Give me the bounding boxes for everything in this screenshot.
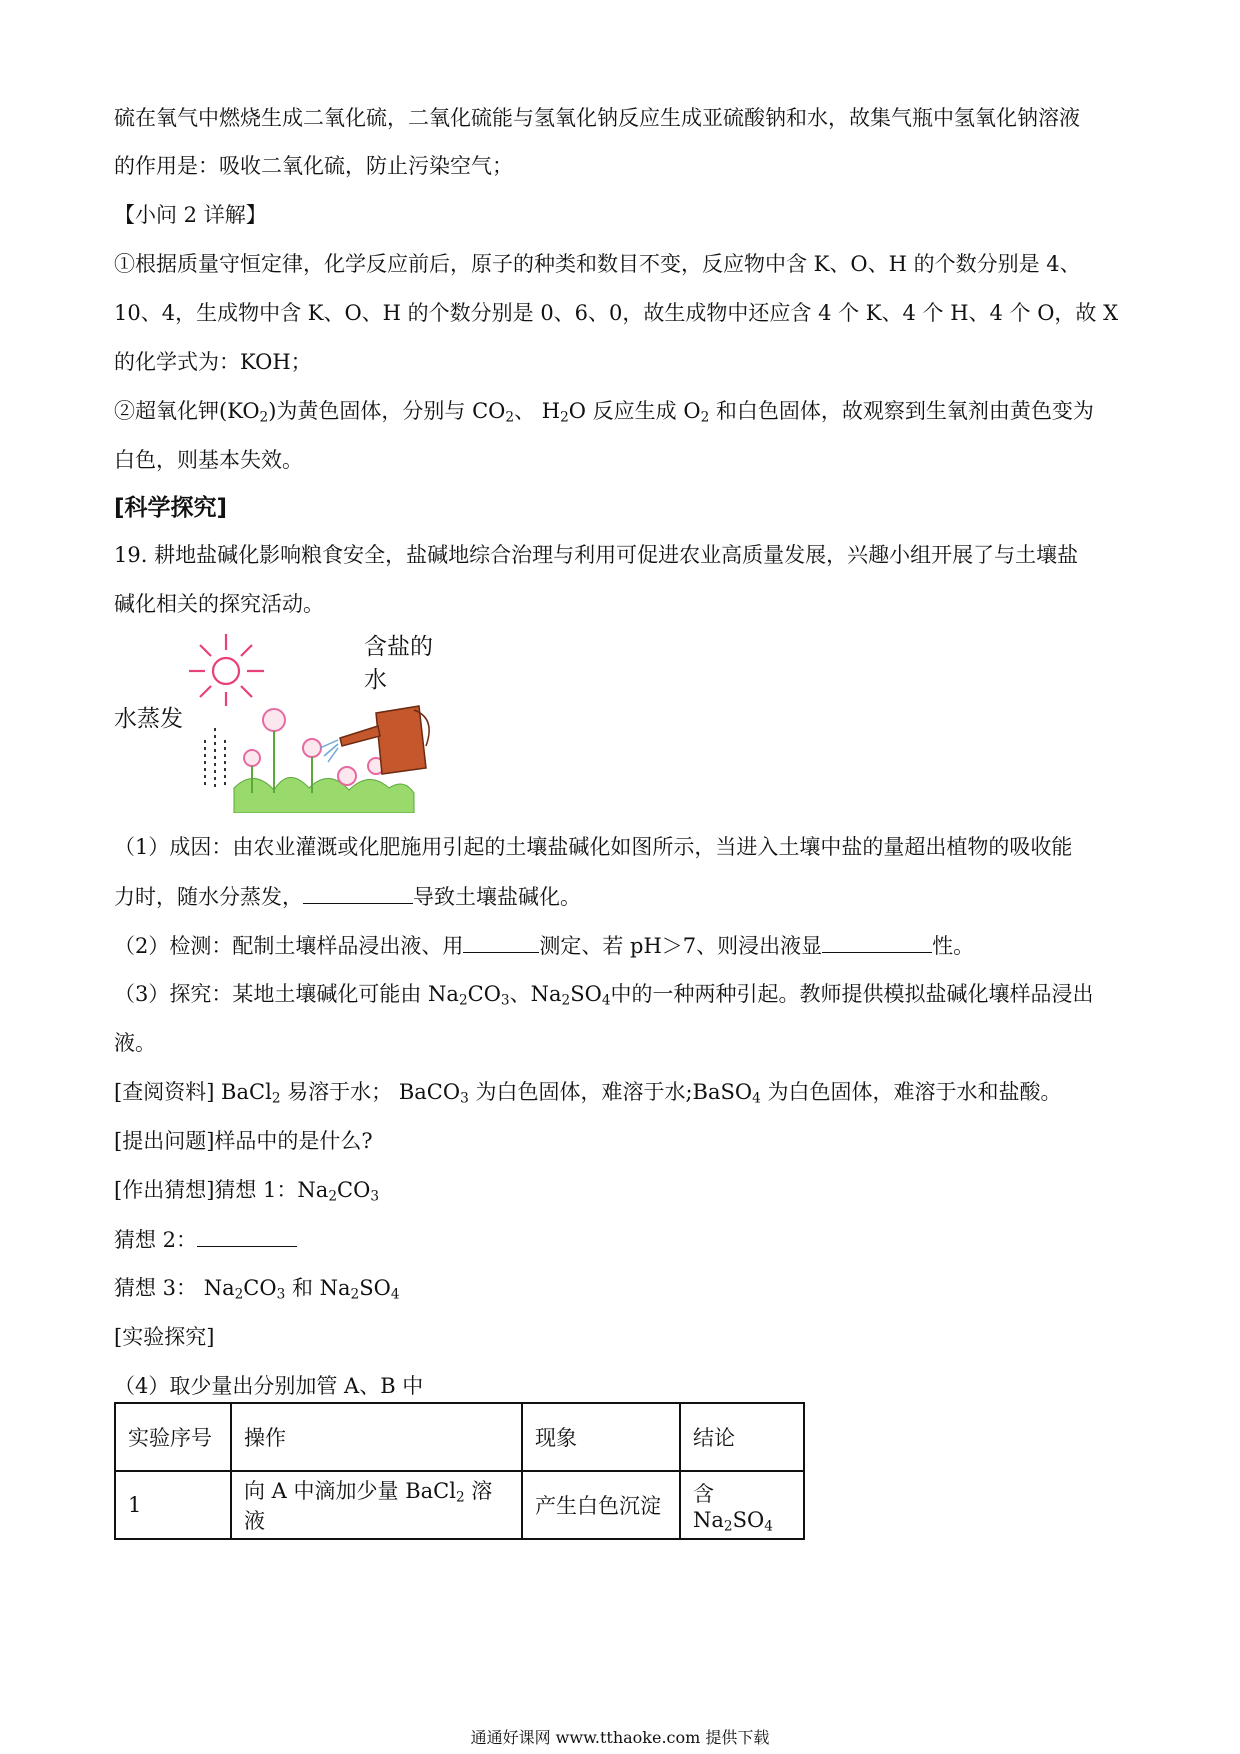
subscript: 2 [458, 992, 468, 1009]
subscript: 2 [234, 1286, 244, 1303]
text-segment: )为黄色固体，分别与 CO [268, 399, 506, 423]
section-title: [科学探究] [114, 495, 228, 521]
subscript: 2 [560, 409, 569, 426]
text-segment: （3）探究：某地土壤碱化可能由 Na [114, 982, 459, 1006]
sun-icon [189, 634, 264, 706]
salty-water-label: 含盐的水 [364, 634, 433, 693]
subscript: 2 [700, 409, 710, 426]
text-segment: 中的一种两种引起。教师提供模拟盐碱化壤样品浸出 [610, 982, 1094, 1006]
table-header-cell: 结论 [680, 1403, 804, 1471]
q1-line-1: （1）成因：由农业灌溉或化肥施用引起的土壤盐碱化如图所示，当进入土壤中盐的量超出植物的吸收能 [114, 835, 1073, 859]
water-spray-icon [320, 740, 338, 762]
q2-line [114, 930, 974, 961]
answer-blank-4[interactable] [197, 1224, 297, 1247]
text-segment: （2）检测：配制土壤样品浸出液、用 [114, 934, 464, 958]
text-segment: [查阅资料] BaCl [114, 1080, 272, 1104]
experiment-heading: [实验探究] [114, 1325, 215, 1349]
q4-line: （4）取少量出分别加管 A、B 中 [114, 1374, 424, 1398]
subscript: 3 [460, 1090, 469, 1107]
subscript: 2 [271, 1090, 281, 1107]
reference-line [114, 1077, 1061, 1107]
guess-3-line [114, 1273, 400, 1303]
text-segment: 含 Na [693, 1482, 724, 1532]
subq2-p1-line-1: ①根据质量守恒定律，化学反应前后，原子的种类和数目不变，反应物中含 K、O、H 的个数分别是 4、 [114, 252, 1081, 276]
table-header-cell: 现象 [522, 1403, 680, 1471]
text-segment: 易溶于水； BaCO [280, 1080, 461, 1104]
text-segment: 性。 [932, 934, 975, 958]
experiment-table [114, 1402, 805, 1540]
grass-icon [234, 777, 414, 813]
text-segment: 为白色固体，难溶于水;BaSO [468, 1080, 753, 1104]
guess-2-line [114, 1224, 297, 1255]
text-segment: CO [243, 1276, 277, 1300]
subscript: 2 [350, 1286, 360, 1303]
subscript: 3 [276, 1286, 286, 1303]
q3-line-1 [114, 979, 1094, 1009]
table-cell-no: 1 [115, 1471, 231, 1539]
q19-line-2: 碱化相关的探究活动。 [114, 592, 324, 616]
text-segment: 和 Na [285, 1276, 351, 1300]
subquestion-2-heading: 【小问 2 详解】 [114, 203, 267, 227]
answer-blank-2[interactable] [463, 930, 539, 953]
subq2-p1-line-2: 10、4，生成物中含 K、O、H 的个数分别是 0、6、0，故生成物中还应含 4 个 K、4 个 H、4 个 O，故 X [114, 301, 1119, 325]
subscript: 3 [500, 992, 510, 1009]
text-segment: [作出猜想]猜想 1：Na [114, 1178, 329, 1202]
subq2-p2-line-1 [114, 396, 1094, 426]
text-segment: 猜想 3： Na [114, 1276, 235, 1300]
table-row [115, 1471, 804, 1539]
text-segment: ②超氧化钾(KO [114, 399, 260, 423]
evaporation-lines-icon [205, 728, 225, 788]
salinization-figure [114, 628, 444, 813]
table-cell-phenomenon: 产生白色沉淀 [522, 1471, 680, 1539]
text-segment: 猜想 2： [114, 1228, 198, 1252]
question-line: [提出问题]样品中的是什么? [114, 1129, 373, 1153]
watering-can-icon [340, 706, 429, 774]
text-segment: 力时，随水分蒸发， [114, 885, 303, 909]
table-cell-conclusion [680, 1471, 804, 1539]
text-segment: CO [467, 982, 501, 1006]
subq2-p1-line-3: 的化学式为：KOH； [114, 350, 312, 374]
subscript: 2 [328, 1188, 338, 1205]
table-header-cell: 操作 [231, 1403, 522, 1471]
table-header-cell: 实验序号 [115, 1403, 231, 1471]
text-segment: 为白色固体，难溶于水和盐酸。 [760, 1080, 1062, 1104]
text-segment: CO [337, 1178, 371, 1202]
answer-blank-3[interactable] [822, 930, 932, 953]
answer-blank-1[interactable] [303, 881, 413, 904]
page-footer: 通通好课网 www.tthaoke.com 提供下载 [470, 1728, 770, 1747]
subscript: 2 [259, 409, 269, 426]
text-segment: SO [732, 1508, 765, 1532]
text-segment: 导致土壤盐碱化。 [413, 885, 581, 909]
text-segment: 向 A 中滴加少量 BaCl [244, 1479, 456, 1503]
q19-line-1: 19. 耕地盐碱化影响粮食安全，盐碱地综合治理与利用可促进农业高质量发展，兴趣小组开展了与土壤盐 [114, 543, 1079, 567]
subscript: 4 [601, 992, 611, 1009]
intro-line-2: 的作用是：吸收二氧化硫，防止污染空气； [114, 154, 513, 178]
subscript: 3 [370, 1188, 379, 1205]
q3-line-2: 液。 [114, 1031, 156, 1055]
subscript: 4 [390, 1286, 400, 1303]
subq2-p2-line-2: 白色，则基本失效。 [114, 448, 303, 472]
subscript: 4 [752, 1090, 761, 1107]
text-segment: 溶液 [244, 1479, 493, 1533]
subscript: 2 [723, 1518, 733, 1535]
text-segment: 、Na [509, 982, 562, 1006]
evaporation-label: 水蒸发 [114, 706, 183, 732]
table-cell-operation [231, 1471, 522, 1539]
intro-line-1: 硫在氧气中燃烧生成二氧化硫，二氧化硫能与氢氧化钠反应生成亚硫酸钠和水，故集气瓶中氢氧化钠溶液 [114, 106, 1080, 130]
subscript: 2 [561, 992, 571, 1009]
text-segment: 和白色固体，故观察到生氧剂由黄色变为 [709, 399, 1094, 423]
subscript: 2 [505, 409, 515, 426]
q1-line-2 [114, 881, 581, 912]
guess-1-line [114, 1175, 379, 1205]
text-segment: SO [570, 982, 602, 1006]
text-segment: O 反应生成 O [568, 399, 701, 423]
subscript: 2 [455, 1489, 465, 1506]
table-header-row [115, 1403, 804, 1471]
text-segment: 测定、若 pH＞7、则浸出液显 [539, 934, 823, 958]
flower-icon [244, 709, 384, 785]
subscript: 4 [764, 1518, 773, 1535]
text-segment: SO [359, 1276, 391, 1300]
text-segment: 、 H [514, 399, 561, 423]
